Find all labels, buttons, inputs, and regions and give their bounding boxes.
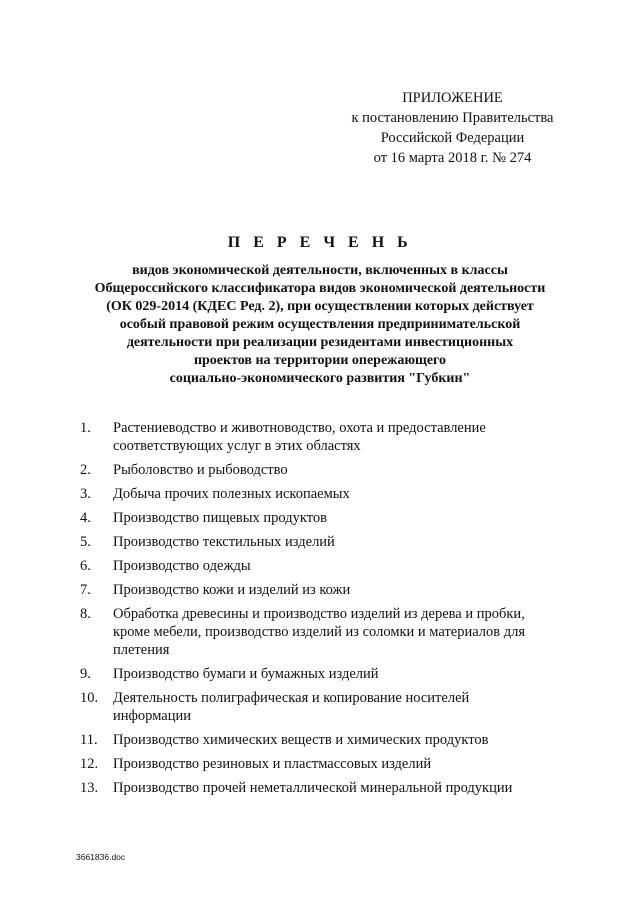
list-item-number: 4. xyxy=(80,510,91,526)
subtitle-line: деятельности при реализации резидентами инвестиционных xyxy=(126,335,514,350)
list-item-number: 10. xyxy=(80,690,99,706)
list-item xyxy=(80,755,560,773)
appendix-header xyxy=(330,88,575,168)
title-block xyxy=(60,234,580,388)
appendix-label: ПРИЛОЖЕНИЕ xyxy=(402,90,503,106)
list-item xyxy=(80,419,560,455)
subtitle-line: особый правовой режим осуществления предпринимательской xyxy=(119,317,521,332)
list-item xyxy=(80,665,560,683)
list-item-number: 5. xyxy=(80,534,91,550)
list-item-text xyxy=(113,689,560,725)
list-item-line: Добыча прочих полезных ископаемых xyxy=(113,486,350,502)
list-item-line: Деятельность полиграфическая и копирование носителей xyxy=(113,690,470,706)
list-item-number: 9. xyxy=(80,666,91,682)
document-code: 3661836.doc xyxy=(76,852,126,862)
list-item-text xyxy=(113,485,560,503)
list-item-number: 8. xyxy=(80,606,91,622)
list-item xyxy=(80,509,560,527)
subtitle-line: социально-экономического развития "Губкин" xyxy=(169,371,471,386)
list-item-line: Производство бумаги и бумажных изделий xyxy=(113,666,379,682)
list-item xyxy=(80,779,560,797)
list-item-line: Обработка древесины и производство изделий из дерева и пробки, xyxy=(113,606,525,622)
appendix-decree-line: к постановлению Правительства xyxy=(351,110,554,126)
list-item xyxy=(80,731,560,749)
appendix-government-line: Российской Федерации xyxy=(380,130,525,146)
list-item-number: 7. xyxy=(80,582,91,598)
subtitle-line: проектов на территории опережающего xyxy=(193,353,447,368)
list-item-line: плетения xyxy=(113,642,170,658)
list-item-line: соответствующих услуг в этих областях xyxy=(113,438,361,454)
list-item xyxy=(80,581,560,599)
list-item-text xyxy=(113,779,560,797)
list-item-line: Производство резиновых и пластмассовых изделий xyxy=(113,756,432,772)
list-item-number: 1. xyxy=(80,420,91,436)
list-item-line: Производство одежды xyxy=(113,558,251,574)
list-item-line: Производство текстильных изделий xyxy=(113,534,335,550)
list-item xyxy=(80,605,560,659)
list-item xyxy=(80,533,560,551)
list-item-line: кроме мебели, производство изделий из соломки и материалов для xyxy=(113,624,526,640)
list-item-line: Растениеводство и животноводство, охота и предоставление xyxy=(113,420,486,436)
list-item-number: 6. xyxy=(80,558,91,574)
list-item-line: Производство кожи и изделий из кожи xyxy=(113,582,351,598)
list-item-number: 13. xyxy=(80,780,99,796)
activity-list xyxy=(80,419,560,803)
list-item-text xyxy=(113,419,560,455)
subtitle-line: (ОК 029-2014 (КДЕС Ред. 2), при осуществлении которых действует xyxy=(106,299,534,314)
list-item-line: Рыболовство и рыбоводство xyxy=(113,462,288,478)
list-item-number: 12. xyxy=(80,756,99,772)
list-item-text xyxy=(113,755,560,773)
page-title: П Е Р Е Ч Е Н Ь xyxy=(227,234,413,251)
list-item-number: 2. xyxy=(80,462,91,478)
list-item-text xyxy=(113,533,560,551)
list-item-line: Производство химических веществ и химических продуктов xyxy=(113,732,489,748)
list-item-text xyxy=(113,665,560,683)
list-item xyxy=(80,689,560,725)
list-item-text xyxy=(113,557,560,575)
list-item-text xyxy=(113,461,560,479)
subtitle-line: видов экономической деятельности, включенных в классы xyxy=(132,263,508,278)
list-item-number: 3. xyxy=(80,486,91,502)
list-item-line: Производство прочей неметаллической минеральной продукции xyxy=(113,780,513,796)
list-item xyxy=(80,485,560,503)
list-item-text xyxy=(113,509,560,527)
list-item-line: информации xyxy=(113,708,191,724)
list-item-line: Производство пищевых продуктов xyxy=(113,510,327,526)
list-item-text xyxy=(113,581,560,599)
list-item-text xyxy=(113,605,560,659)
list-item-text xyxy=(113,731,560,749)
title-subtitle xyxy=(60,262,580,388)
list-item xyxy=(80,557,560,575)
list-item-number: 11. xyxy=(80,732,98,748)
appendix-date-line: от 16 марта 2018 г. № 274 xyxy=(373,150,532,166)
list-item xyxy=(80,461,560,479)
subtitle-line: Общероссийского классификатора видов экономической деятельности xyxy=(94,281,546,296)
